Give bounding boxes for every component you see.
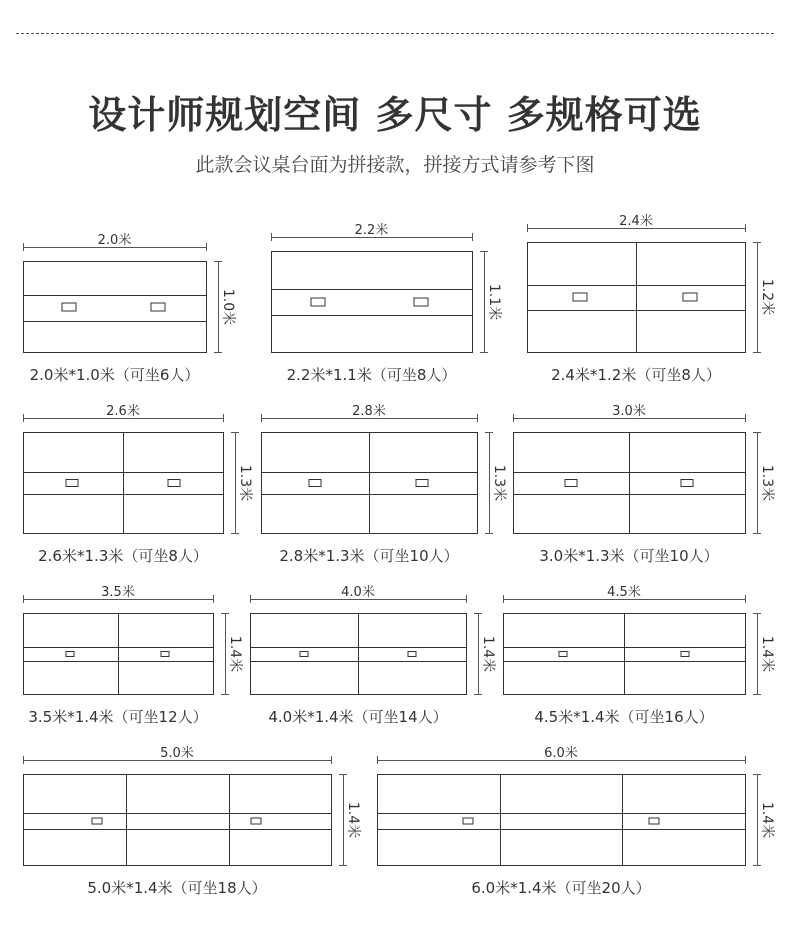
- outlet-box: [573, 293, 587, 301]
- size-caption: 2.0米*1.0米（可坐6人）: [29, 366, 200, 384]
- outlet-box: [168, 480, 180, 487]
- width-label: 4.5米: [607, 585, 641, 600]
- outlet-box: [251, 818, 261, 824]
- page-subtitle: 此款会议桌台面为拼接款，拼接方式请参考下图: [195, 154, 595, 176]
- height-label: 1.4米: [480, 635, 496, 672]
- table-outline: [24, 262, 207, 353]
- outlet-box: [683, 293, 697, 301]
- width-label: 3.5米: [101, 585, 135, 600]
- size-caption: 5.0米*1.4米（可坐18人）: [87, 879, 267, 897]
- size-caption: 2.2米*1.1米（可坐8人）: [286, 366, 457, 384]
- size-caption: 4.5米*1.4米（可坐16人）: [534, 708, 714, 726]
- height-label: 1.4米: [759, 801, 775, 838]
- outlet-box: [62, 303, 76, 311]
- width-label: 2.2米: [354, 223, 389, 238]
- width-label: 6.0米: [544, 746, 578, 761]
- table-outline: [24, 775, 332, 866]
- width-label: 2.0米: [97, 233, 132, 248]
- outlet-box: [300, 652, 308, 657]
- size-caption: 3.0米*1.3米（可坐10人）: [539, 547, 719, 565]
- outlet-box: [681, 480, 693, 487]
- width-label: 3.0米: [612, 404, 646, 419]
- height-label: 1.3米: [491, 464, 507, 501]
- height-label: 1.4米: [345, 801, 361, 838]
- outlet-box: [92, 818, 102, 824]
- height-label: 1.1米: [486, 283, 502, 320]
- width-label: 2.8米: [352, 404, 386, 419]
- size-caption: 2.4米*1.2米（可坐8人）: [551, 366, 721, 384]
- outlet-box: [311, 298, 325, 306]
- table-outline: [272, 252, 473, 353]
- size-caption: 4.0米*1.4米（可坐14人）: [268, 708, 448, 726]
- outlet-box: [416, 480, 428, 487]
- table-outline: [378, 775, 746, 866]
- outlet-box: [408, 652, 416, 657]
- height-label: 1.0米: [220, 288, 236, 325]
- width-label: 2.6米: [106, 404, 140, 419]
- page-title: 设计师规划空间 多尺寸 多规格可选: [88, 93, 702, 137]
- size-caption: 2.8米*1.3米（可坐10人）: [279, 547, 459, 565]
- width-label: 5.0米: [160, 746, 194, 761]
- outlet-box: [463, 818, 473, 824]
- outlet-box: [151, 303, 165, 311]
- size-caption: 3.5米*1.4米（可坐12人）: [28, 708, 208, 726]
- size-caption: 2.6米*1.3米（可坐8人）: [38, 547, 208, 565]
- height-label: 1.2米: [759, 278, 775, 316]
- outlet-box: [161, 652, 169, 657]
- outlet-box: [559, 652, 567, 657]
- width-label: 4.0米: [341, 585, 375, 600]
- outlet-box: [66, 652, 74, 657]
- height-label: 1.3米: [759, 464, 775, 501]
- height-label: 1.3米: [237, 464, 253, 501]
- outlet-box: [309, 480, 321, 487]
- outlet-box: [414, 298, 428, 306]
- height-label: 1.4米: [227, 635, 243, 672]
- height-label: 1.4米: [759, 635, 775, 672]
- outlet-box: [649, 818, 659, 824]
- size-caption: 6.0米*1.4米（可坐20人）: [471, 879, 651, 897]
- outlet-box: [565, 480, 577, 487]
- outlet-box: [66, 480, 78, 487]
- outlet-box: [681, 652, 689, 657]
- width-label: 2.4米: [619, 214, 653, 229]
